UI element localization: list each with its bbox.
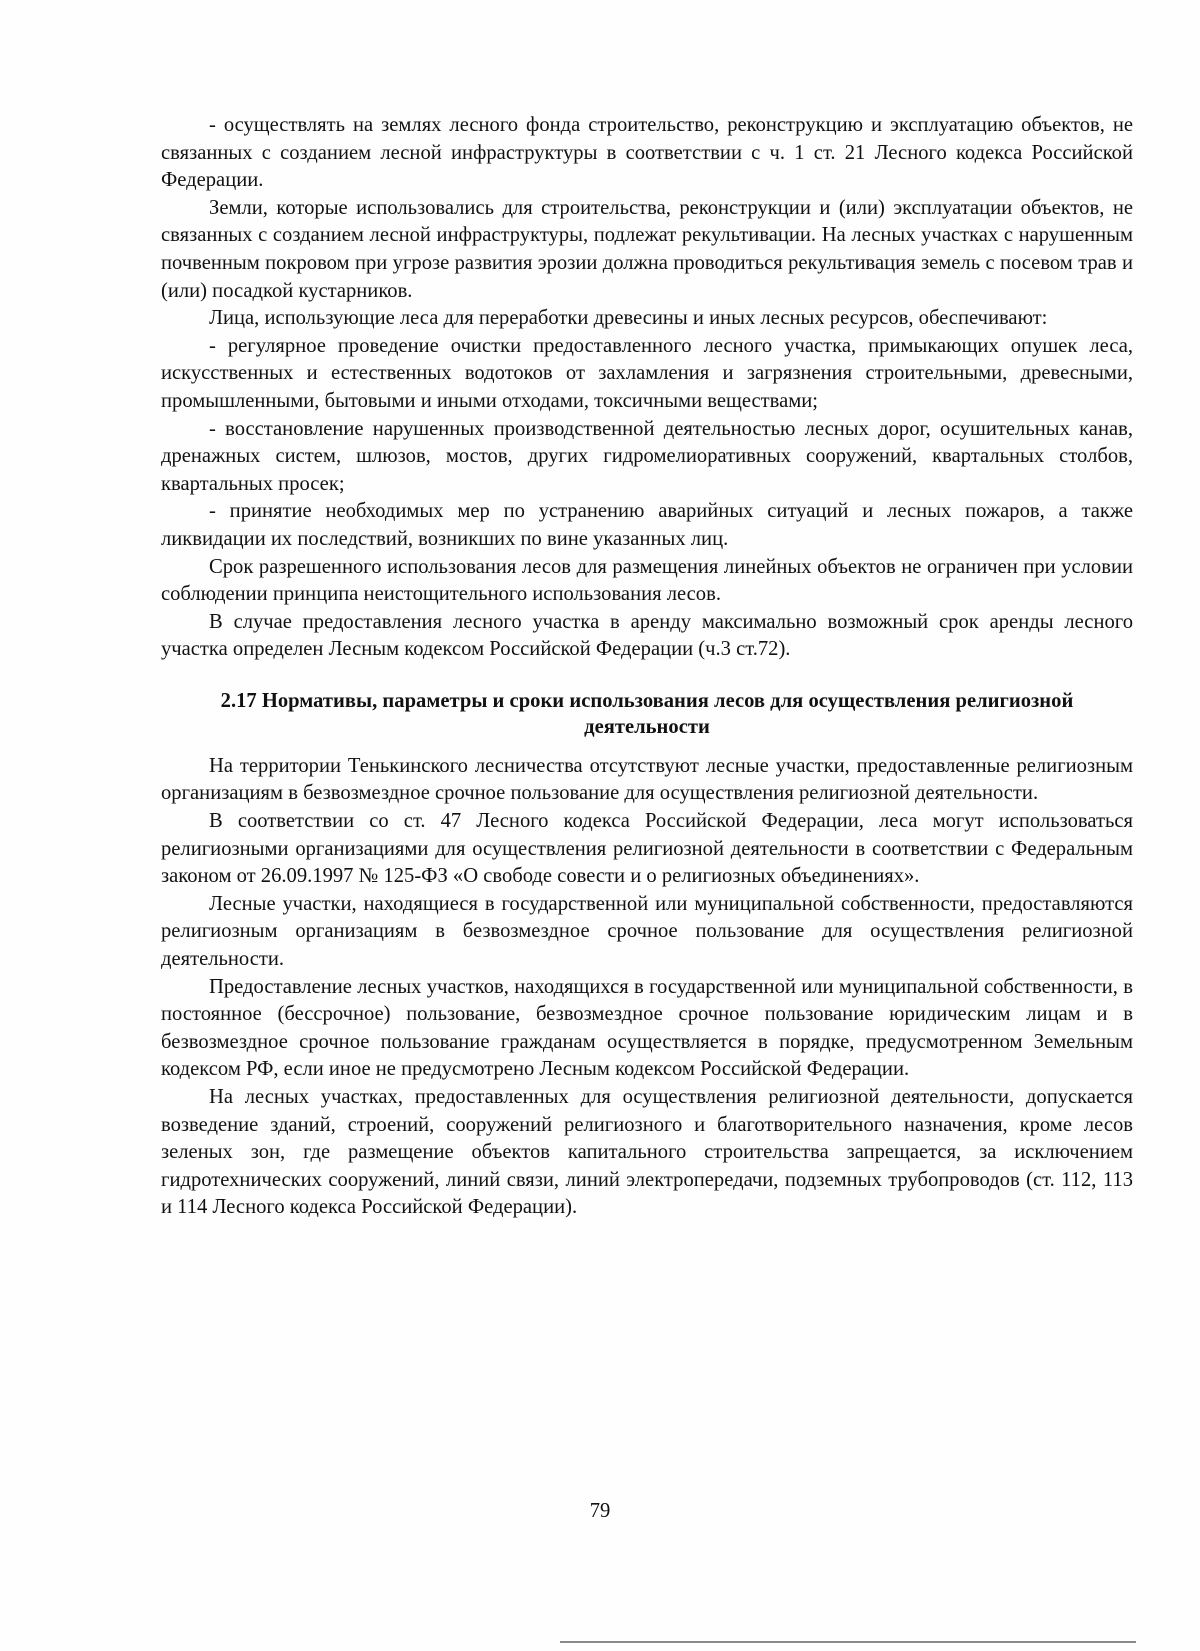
- paragraph-lease: В случае предоставления лесного участка в аренду максимально возможный срок аренды лесного участка определен Лесным кодексом Российской Федерации (ч.3 ст.72).: [161, 610, 1133, 661]
- paragraph-article-47: В соответствии со ст. 47 Лесного кодекса Российской Федерации, леса могут использоваться религиозными организациями для осуществления религиозной деятельности в соответствии с Федеральным законом от 26.09.1997 № 125-ФЗ «О свободе совести и о религиозных объединениях».: [161, 810, 1133, 888]
- section-title: 2.17 Нормативы, параметры и сроки использования лесов для осуществления религиозной деятельности: [220, 689, 1074, 738]
- document-body: [161, 112, 1133, 1222]
- paragraph-recultivation: Земли, которые использовались для строительства, реконструкции и (или) эксплуатации объектов, не связанных с созданием лесной инфраструктуры, подлежат рекультивации. На лесных участках с нарушенным почвенным покровом при угрозе развития эрозии должна проводиться рекультивация земель с посевом трав и (или) посадкой кустарников.: [161, 196, 1133, 302]
- paragraph-restoration: - восстановление нарушенных производственной деятельностью лесных дорог, осушительных канав, дренажных систем, шлюзов, мостов, других гидромелиоративных сооружений, квартальных столбов, квартальных просек;: [161, 417, 1133, 495]
- scan-edge-line: [560, 1641, 1136, 1643]
- paragraph-territory: На территории Тенькинского лесничества отсутствуют лесные участки, предоставленные религиозным организациям в безвозмездное срочное пользование для осуществления религиозной деятельности.: [161, 754, 1133, 805]
- page-number: 79: [589, 1500, 611, 1522]
- paragraph-buildings: На лесных участках, предоставленных для осуществления религиозной деятельности, допускается возведение зданий, строений, сооружений религиозного и благотворительного назначения, кроме лесов зеленых зон, где размещение объектов капитального строительства запрещается, за исключением гидротехнических сооружений, линий связи, линий электропередачи, подземных трубопроводов (ст. 112, 113 и 114 Лесного кодекса Российской Федерации).: [161, 1086, 1133, 1219]
- paragraph-wood-processing: Лица, использующие леса для переработки древесины и иных лесных ресурсов, обеспечивают:: [209, 307, 1048, 330]
- paragraph-provision: Предоставление лесных участков, находящихся в государственной или муниципальной собственности, в постоянное (бессрочное) пользование, безвозмездное срочное пользование юридическим лицам и в безвозмездное срочное пользование гражданам осуществляется в порядке, предусмотренном Земельным кодексом РФ, если иное не предусмотрено Лесным кодексом Российской Федерации.: [161, 975, 1133, 1081]
- paragraph-term: Срок разрешенного использования лесов для размещения линейных объектов не ограничен при условии соблюдении принципа неистощительного использования лесов.: [161, 555, 1133, 606]
- paragraph-state-land: Лесные участки, находящиеся в государственной или муниципальной собственности, предоставляются религиозным организациям в безвозмездное срочное пользование для осуществления религиозной деятельности.: [161, 892, 1133, 971]
- paragraph-construction: - осуществлять на землях лесного фонда строительство, реконструкцию и эксплуатацию объектов, не связанных с созданием лесной инфраструктуры в соответствии с ч. 1 ст. 21 Лесного кодекса Российской Федерации.: [161, 114, 1133, 192]
- paragraph-emergency: - принятие необходимых мер по устранению аварийных ситуаций и лесных пожаров, а также ликвидации их последствий, возникших по вине указанных лиц.: [161, 500, 1133, 550]
- paragraph-cleaning: - регулярное проведение очистки предоставленного лесного участка, примыкающих опушек леса, искусственных и естественных водотоков от захламления и загрязнения строительными, древесными, промышленными, бытовыми и иными отходами, токсичными веществами;: [161, 334, 1133, 412]
